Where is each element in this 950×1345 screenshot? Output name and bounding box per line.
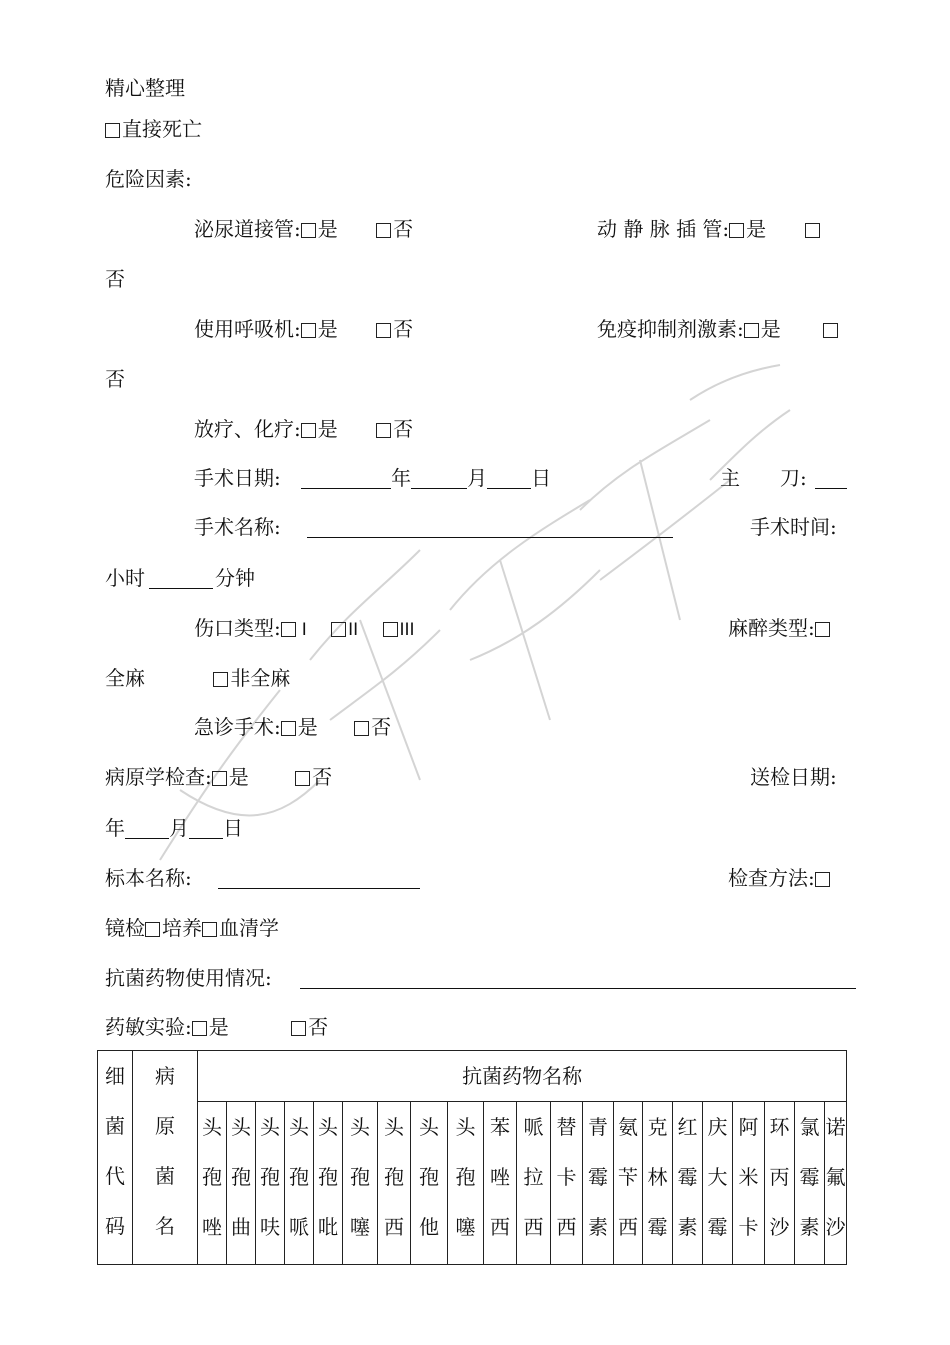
drug-name-char: 卡 [738,1215,759,1239]
drug-name-char: 苯 [490,1115,510,1139]
urinary-yes-checkbox[interactable] [301,223,316,238]
urinary-catheter-row: 泌尿道接管: 是 否 [194,217,414,241]
drug-column-header [703,1102,733,1265]
drug-name-char: 西 [618,1215,638,1239]
immuno-no-label: 否 [105,367,125,391]
drug-name-char: 霉 [588,1165,608,1189]
drug-name-char: 大 [707,1165,728,1189]
drug-name-char: 呋 [260,1215,280,1239]
surgery-time-label: 手术时间: [750,515,837,539]
drug-column-header [517,1102,551,1265]
drug-name-char: 庆 [707,1115,728,1139]
immuno-yes-checkbox[interactable] [744,323,759,338]
anesthesia-type-row: 麻醉类型: [728,616,832,640]
radio-chemo-yes-checkbox[interactable] [301,423,316,438]
av-yes-checkbox[interactable] [729,223,744,238]
drug-column-header [227,1102,256,1265]
drug-column-header [673,1102,703,1265]
drug-name-char: 孢 [384,1165,404,1189]
bacteria-code-char: 菌 [105,1114,125,1138]
immunosuppressant-row: 免疫抑制剂激素: 是 [597,317,840,341]
bacteria-code-char: 细 [105,1064,125,1088]
drug-name-char: 孢 [419,1165,439,1189]
drug-name-char: 素 [588,1215,608,1239]
drug-name-char: 丙 [769,1165,790,1189]
emergency-surgery-row: 急诊手术: 是 否 [194,715,392,739]
drug-name-char: 西 [490,1215,510,1239]
chief-surgeon-row: 主 刀: [720,466,847,490]
bacteria-code-char: 代 [105,1164,125,1188]
drug-name-char: 曲 [231,1215,251,1239]
ventilator-row: 使用呼吸机: 是 否 [194,317,414,341]
drug-name-char: 哌 [523,1115,544,1139]
wound-iii-checkbox[interactable] [383,622,398,637]
drug-name-char: 氟 [825,1165,846,1189]
drug-column-header [614,1102,643,1265]
drug-name-char: 头 [419,1115,439,1139]
drug-column-header [643,1102,673,1265]
drug-name-char: 孢 [455,1165,476,1189]
drug-name-char: 孢 [260,1165,280,1189]
drug-name-char: 唑 [202,1215,222,1239]
culture-checkbox[interactable] [145,922,160,937]
anesthesia-options-row: 全麻 非全麻 [105,666,291,690]
exam-method-options: 镜检 培养 血清学 [105,916,279,940]
drug-column-header [825,1102,847,1265]
surgery-month-field[interactable] [411,468,467,489]
pathogen-name-char: 菌 [155,1164,175,1188]
av-no-checkbox[interactable] [805,223,820,238]
drug-column-header [795,1102,825,1265]
drug-name-char: 他 [419,1215,439,1239]
antibiotic-use-field[interactable] [300,968,856,989]
surgery-minutes-field[interactable] [149,568,213,589]
drug-sensitivity-row: 药敏实验: 是 否 [105,1015,329,1039]
pathogen-name-char: 原 [155,1114,175,1138]
drug-name-char: 头 [260,1115,280,1139]
drug-name-char: 唑 [490,1165,510,1189]
drug-name-char: 克 [647,1115,668,1139]
drug-name-char: 替 [556,1115,577,1139]
drug-column-header [583,1102,614,1265]
serology-checkbox[interactable] [202,922,217,937]
submit-month-field[interactable] [125,818,169,839]
radio-chemo-no-checkbox[interactable] [376,423,391,438]
sensitivity-yes-checkbox[interactable] [192,1021,207,1036]
drug-name-char: 西 [384,1215,404,1239]
chief-surgeon-field[interactable] [815,468,847,489]
emergency-no-checkbox[interactable] [354,721,369,736]
surgery-duration-row: 小时 分钟 [105,566,255,590]
specimen-name-field[interactable] [218,868,420,889]
wound-ii-checkbox[interactable] [331,622,346,637]
drug-column-header [765,1102,795,1265]
drug-name-char: 噻 [455,1215,476,1239]
immuno-no-checkbox[interactable] [823,323,838,338]
drug-name-char: 头 [318,1115,338,1139]
drug-column-header [314,1102,343,1265]
drug-name-char: 青 [588,1115,608,1139]
drug-name-char: 阿 [738,1115,759,1139]
direct-death-checkbox[interactable] [105,123,120,138]
drug-name-char: 哌 [289,1215,309,1239]
submit-date-row: 年 月 日 [105,816,243,840]
bacteria-code-char: 码 [105,1214,125,1238]
drug-name-char: 林 [647,1165,668,1189]
emergency-yes-checkbox[interactable] [281,721,296,736]
drug-column-header [285,1102,314,1265]
surgery-date-row: 手术日期: 年 月 日 [194,466,552,490]
drug-column-header [484,1102,517,1265]
drug-name-char: 苄 [618,1165,638,1189]
drug-name-char: 噻 [350,1215,370,1239]
pathogen-name-char: 病 [155,1064,175,1088]
av-catheter-row: 动 静 脉 插 管: 是 [597,217,822,241]
drug-name-char: 素 [799,1215,820,1239]
submit-day-field[interactable] [189,818,223,839]
surgery-day-field[interactable] [487,468,531,489]
drug-name-char: 头 [231,1115,251,1139]
page-title: 精心整理 [105,76,185,100]
submit-date-label: 送检日期: [750,765,837,789]
drug-name-char: 霉 [799,1165,820,1189]
drug-name-char: 素 [677,1215,698,1239]
drug-column-header [733,1102,765,1265]
pathogen-name-header [133,1051,198,1265]
surgery-year-field[interactable] [301,468,391,489]
drug-name-char: 诺 [825,1115,846,1139]
drug-name-char: 吡 [318,1215,338,1239]
wound-type-row: 伤口类型: Ⅰ II III [194,616,415,640]
drug-column-header [198,1102,227,1265]
specimen-name-row: 标本名称: [105,866,420,890]
pathogen-name-char: 名 [155,1214,175,1238]
wound-i-checkbox[interactable] [281,622,296,637]
ventilator-yes-checkbox[interactable] [301,323,316,338]
drug-name-char: 沙 [769,1215,790,1239]
drug-column-header [256,1102,285,1265]
ventilator-no-checkbox[interactable] [376,323,391,338]
drug-name-char: 氨 [618,1115,638,1139]
drug-name-char: 孢 [202,1165,222,1189]
drug-name-char: 头 [289,1115,309,1139]
pathogen-exam-row: 病原学检查: 是 否 [105,765,333,789]
drug-name-char: 头 [384,1115,404,1139]
drug-column-header [448,1102,484,1265]
antibiotic-name-header: 抗菌药物名称 [198,1051,847,1102]
drug-name-char: 环 [769,1115,790,1139]
drug-name-char: 头 [350,1115,370,1139]
drug-column-header [343,1102,378,1265]
drug-name-char: 西 [523,1215,544,1239]
pathogen-no-checkbox[interactable] [295,771,310,786]
radio-chemo-row: 放疗、化疗: 是 否 [194,417,414,441]
drug-name-char: 霉 [707,1215,728,1239]
pathogen-yes-checkbox[interactable] [212,771,227,786]
non-general-anesthesia-checkbox[interactable] [213,672,228,687]
direct-death-row: 直接死亡 [105,117,202,141]
drug-name-char: 头 [455,1115,476,1139]
drug-name-char: 孢 [231,1165,251,1189]
antibiotic-table [97,1050,847,1265]
surgery-name-field[interactable] [307,517,673,538]
urinary-no-checkbox[interactable] [376,223,391,238]
bacteria-code-header [98,1051,133,1265]
drug-name-char: 孢 [318,1165,338,1189]
general-anesthesia-checkbox[interactable] [815,622,830,637]
drug-name-char: 孢 [350,1165,370,1189]
drug-name-char: 米 [738,1165,759,1189]
drug-column-header [551,1102,583,1265]
drug-name-char: 红 [677,1115,698,1139]
drug-name-char: 卡 [556,1165,577,1189]
exam-method-row: 检查方法: [728,866,832,890]
drug-name-char: 拉 [523,1165,544,1189]
sensitivity-no-checkbox[interactable] [291,1021,306,1036]
antibiotic-use-row: 抗菌药物使用情况: [105,966,856,990]
drug-name-char: 头 [202,1115,222,1139]
drug-name-char: 霉 [677,1165,698,1189]
risk-factors-heading: 危险因素: [105,167,192,191]
drug-name-char: 孢 [289,1165,309,1189]
drug-name-char: 霉 [647,1215,668,1239]
drug-column-header [411,1102,448,1265]
drug-name-char: 氯 [799,1115,820,1139]
drug-name-char: 沙 [825,1215,846,1239]
drug-column-header [378,1102,411,1265]
microscopy-checkbox[interactable] [815,872,830,887]
surgery-name-row: 手术名称: [194,515,673,539]
drug-name-char: 西 [556,1215,577,1239]
av-no-label: 否 [105,267,125,291]
